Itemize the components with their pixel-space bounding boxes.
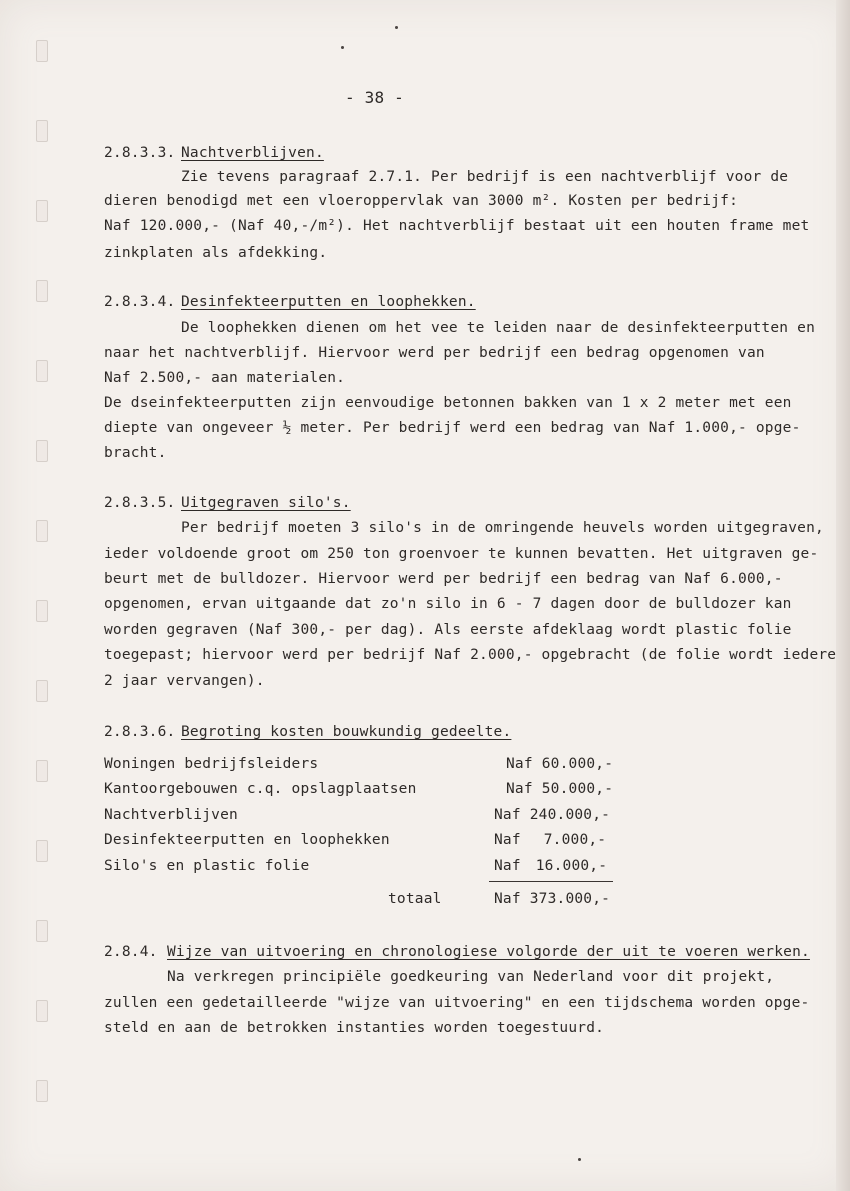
body-line: 2 jaar vervangen). <box>104 673 265 689</box>
budget-row-amount: Naf 16.000,- <box>494 858 608 874</box>
body-line: De loophekken dienen om het vee te leiden naar de desinfekteerputten en <box>181 320 816 336</box>
budget-row-label: Desinfekteerputten en loophekken <box>104 832 390 848</box>
body-line: Naf 120.000,- (Naf 40,-/m²). Het nachtverblijf bestaat uit een houten frame met <box>104 218 810 234</box>
section-number: 2.8.3.5. <box>104 495 176 511</box>
budget-row-amount: Naf 7.000,- <box>494 832 607 848</box>
total-label: totaal <box>388 891 442 907</box>
page-edge <box>836 0 850 1191</box>
body-line: steld en aan de betrokken instanties worden toegestuurd. <box>104 1020 605 1036</box>
body-line: toegepast; hiervoor werd per bedrijf Naf 2.000,- opgebracht (de folie wordt iedere <box>104 647 837 663</box>
section-heading: Begroting kosten bouwkundig gedeelte. <box>181 724 512 740</box>
body-line: diepte van ongeveer ½ meter. Per bedrijf werd een bedrag van Naf 1.000,- opge- <box>104 420 801 436</box>
body-line: Na verkregen principiële goedkeuring van Nederland voor dit projekt, <box>167 969 775 985</box>
binding-hole <box>36 1000 48 1022</box>
body-line: worden gegraven (Naf 300,- per dag). Als eerste afdeklaag wordt plastic folie <box>104 622 792 638</box>
binding-hole <box>36 1080 48 1102</box>
body-line: ieder voldoende groot om 250 ton groenvoer te kunnen bevatten. Het uitgraven ge- <box>104 546 819 562</box>
binding-hole <box>36 120 48 142</box>
budget-row-amount: Naf 50.000,- <box>506 781 614 797</box>
total-rule <box>489 881 613 882</box>
body-line: naar het nachtverblijf. Hiervoor werd per bedrijf een bedrag opgenomen van <box>104 345 765 361</box>
budget-row-amount: Naf 60.000,- <box>506 756 614 772</box>
section-heading: Nachtverblijven. <box>181 145 324 161</box>
section-heading: Desinfekteerputten en loophekken. <box>181 294 476 310</box>
speck <box>341 46 344 49</box>
binding-hole <box>36 200 48 222</box>
body-line: Zie tevens paragraaf 2.7.1. Per bedrijf is een nachtverblijf voor de <box>181 169 789 185</box>
body-line: Per bedrijf moeten 3 silo's in de omringende heuvels worden uitgegraven, <box>181 520 824 536</box>
page-number: - 38 - <box>345 88 404 107</box>
binding-hole <box>36 40 48 62</box>
binding-hole <box>36 520 48 542</box>
section-heading: Wijze van uitvoering en chronologiese volgorde der uit te voeren werken. <box>167 944 810 960</box>
section-number: 2.8.3.6. <box>104 724 176 740</box>
body-line: bracht. <box>104 445 167 461</box>
binding-hole <box>36 760 48 782</box>
binding-hole <box>36 680 48 702</box>
speck <box>578 1158 581 1161</box>
binding-hole <box>36 360 48 382</box>
body-line: beurt met de bulldozer. Hiervoor werd per bedrijf een bedrag van Naf 6.000,- <box>104 571 783 587</box>
section-number: 2.8.4. <box>104 944 158 960</box>
budget-row-amount: Naf 240.000,- <box>494 807 611 823</box>
binding-hole <box>36 920 48 942</box>
total-amount: Naf 373.000,- <box>494 891 611 907</box>
section-number: 2.8.3.3. <box>104 145 176 161</box>
binding-hole <box>36 440 48 462</box>
body-line: De dseinfekteerputten zijn eenvoudige betonnen bakken van 1 x 2 meter met een <box>104 395 792 411</box>
binding-hole <box>36 840 48 862</box>
body-line: zinkplaten als afdekking. <box>104 245 328 261</box>
body-line: zullen een gedetailleerde "wijze van uitvoering" en een tijdschema worden opge- <box>104 995 810 1011</box>
binding-hole <box>36 600 48 622</box>
body-line: Naf 2.500,- aan materialen. <box>104 370 346 386</box>
budget-row-label: Kantoorgebouwen c.q. opslagplaatsen <box>104 781 417 797</box>
speck <box>395 26 398 29</box>
section-number: 2.8.3.4. <box>104 294 176 310</box>
section-heading: Uitgegraven silo's. <box>181 495 351 511</box>
body-line: dieren benodigd met een vloeroppervlak van 3000 m². Kosten per bedrijf: <box>104 193 739 209</box>
budget-row-label: Woningen bedrijfsleiders <box>104 756 319 772</box>
body-line: opgenomen, ervan uitgaande dat zo'n silo in 6 - 7 dagen door de bulldozer kan <box>104 596 792 612</box>
budget-row-label: Nachtverblijven <box>104 807 238 823</box>
budget-row-label: Silo's en plastic folie <box>104 858 310 874</box>
binding-hole <box>36 280 48 302</box>
